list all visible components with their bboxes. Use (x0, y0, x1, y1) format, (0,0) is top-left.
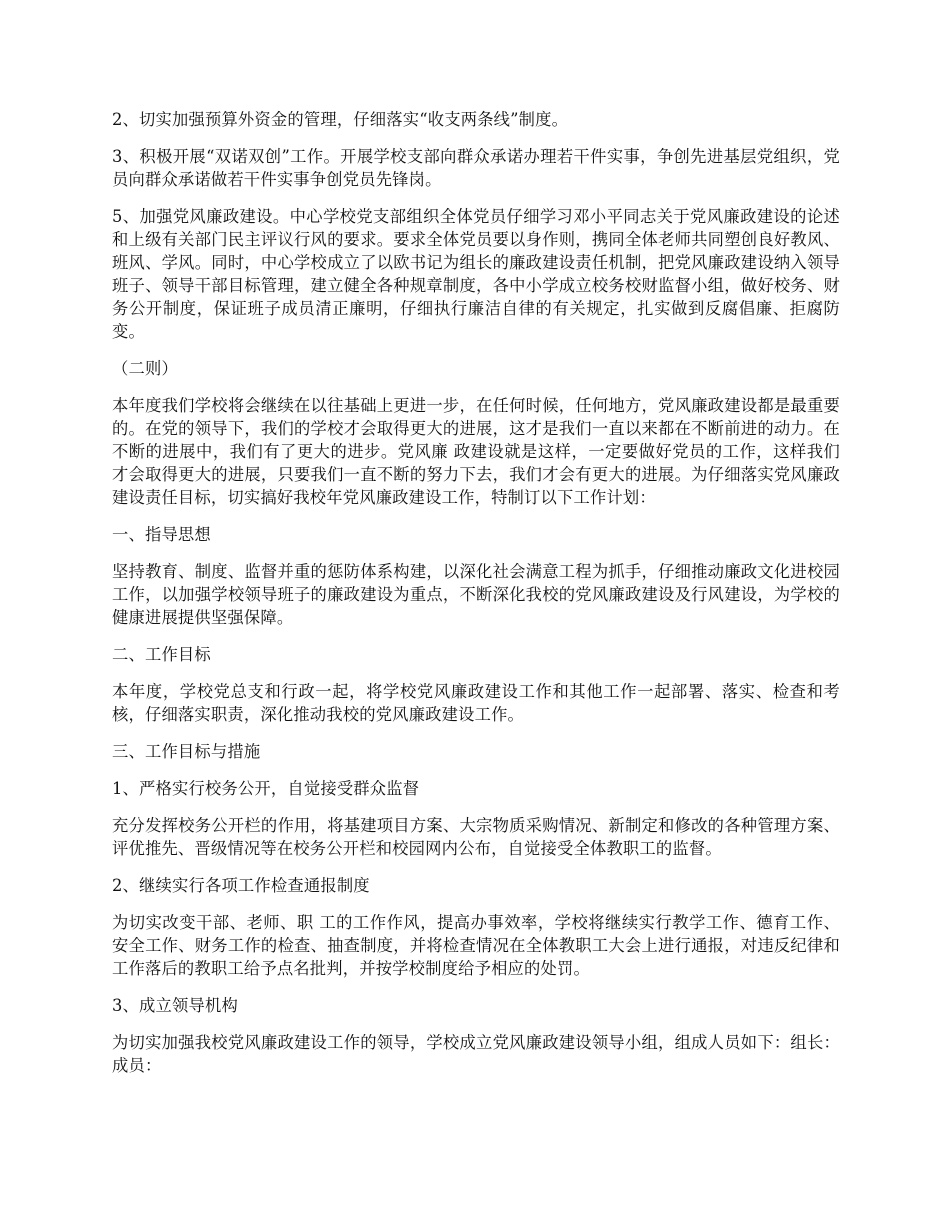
paragraph-budget-funds: 2、切实加强预算外资金的管理，仔细落实“收支两条线”制度。 (112, 110, 569, 129)
subheading-leadership-body: 3、成立领导机构 (112, 996, 238, 1015)
subheading-school-affairs-public: 1、严格实行校务公开，自觉接受群众监督 (112, 779, 420, 798)
paragraph-leadership-body: 为切实加强我校党风廉政建设工作的领导，学校成立党风廉政建设领导小组，组成人员如下：组长：成员： (112, 1033, 840, 1075)
paragraph-guiding-thought: 坚持教育、制度、监督并重的惩防体系构建，以深化社会满意工程为抓手，仔细推动廉政文化进校园工作，以加强学校领导班子的廉政建设为重点，不断深化我校的党风廉政建设及行风建设，为学校的健康进展提供坚强保障。 (112, 562, 840, 627)
section-heading-goals-measures: 三、工作目标与措施 (112, 742, 261, 761)
paragraph-school-affairs-public: 充分发挥校务公开栏的作用，将基建项目方案、大宗物质采购情况、新制定和修改的各种管理方案、评优推先、晋级情况等在校务公开栏和校园网内公布，自觉接受全体教职工的监督。 (112, 816, 840, 858)
section-heading-second-article: （二则） (112, 359, 178, 378)
paragraph-work-goal: 本年度，学校党总支和行政一起，将学校党风廉政建设工作和其他工作一起部署、落实、检查和考核，仔细落实职责，深化推动我校的党风廉政建设工作。 (112, 682, 840, 724)
subheading-inspection-report: 2、继续实行各项工作检查通报制度 (112, 876, 370, 895)
section-heading-work-goal: 二、工作目标 (112, 645, 211, 664)
paragraph-annual-intro: 本年度我们学校将会继续在以往基础上更进一步，在任何时候，任何地方，党风廉政建设都是最重要的。在党的领导下，我们的学校才会取得更大的进展，这才是我们一直以来都在不断前进的动力。在不断的进展中，我们有了更大的进步。党风廉 政建设就是这样，一定要做好党员的工作，这样我们才会取得更大的进展，只要我们一直不断的努力下去，我们才会有更大的进展。为仔细落实党风廉政建设责任目标，切实搞好我校年党风廉政建设工作，特制订以下工作计划： (112, 396, 840, 507)
paragraph-inspection-report: 为切实改变干部、老师、职 工的工作作风，提高办事效率，学校将继续实行教学工作、德育工作、安全工作、财务工作的检查、抽查制度，并将检查情况在全体教职工大会上进行通报，对违反纪律和工作落后的教职工给予点名批判，并按学校制度给予相应的处罚。 (112, 913, 840, 978)
section-heading-guiding-thought: 一、指导思想 (112, 525, 211, 544)
paragraph-double-promise: 3、积极开展“双诺双创”工作。开展学校支部向群众承诺办理若干件实事，争创先进基层党组织，党员向群众承诺做若干件实事争创党员先锋岗。 (112, 147, 840, 189)
paragraph-party-integrity: 5、加强党风廉政建设。中心学校党支部组织全体党员仔细学习邓小平同志关于党风廉政建设的论述和上级有关部门民主评议行风的要求。要求全体党员要以身作则，携同全体老师共同塑创良好教风、班风、学风。同时，中心学校成立了以欧书记为组长的廉政建设责任机制，把党风廉政建设纳入领导班子、领导干部目标管理，建立健全各种规章制度，各中小学成立校务校财监督小组，做好校务、财务公开制度，保证班子成员清正廉明，仔细执行廉洁自律的有关规定，扎实做到反腐倡廉、拒腐防变。 (112, 207, 840, 341)
